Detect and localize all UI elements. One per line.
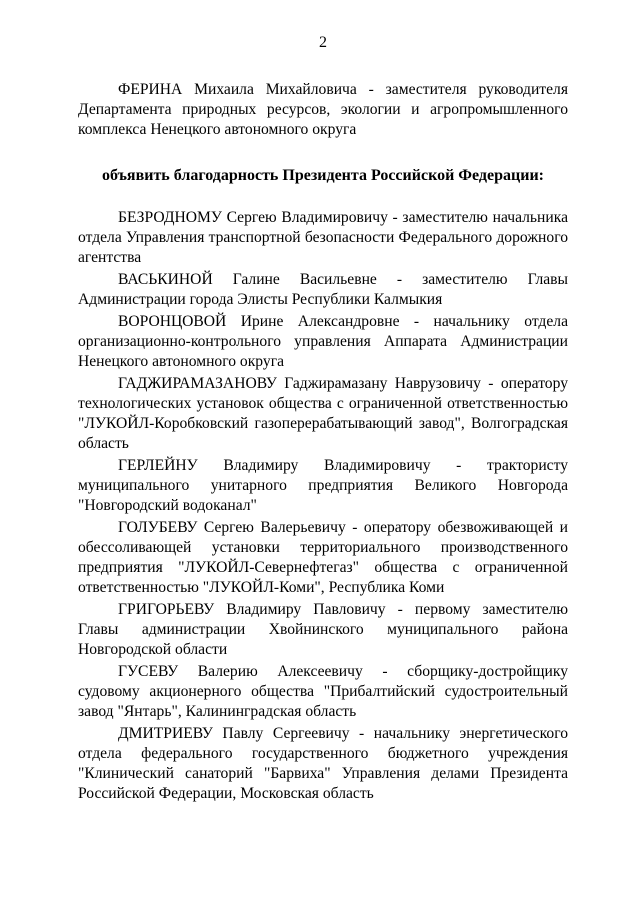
award-entry-dmitriev: ДМИТРИЕВУ Павлу Сергеевичу - начальнику энергетического отдела федерального государственного бюджетного учреждения "Клинический санаторий "Барвиха" Управления делами Президента Российской Федерации, Московская область — [78, 725, 568, 802]
intro-paragraph: ФЕРИНА Михаила Михайловича - заместителя руководителя Департамента природных ресурсов, экологии и агропромышленного комплекса Ненецкого автономного округа — [78, 81, 568, 138]
page-number: 2 — [319, 34, 327, 51]
award-entry-golubev: ГОЛУБЕВУ Сергею Валерьевичу - оператору обезвоживающей и обессоливающей установки территориального производственного предприятия "ЛУКОЙЛ-Севернефтегаз" общества с ограниченной ответственностью "ЛУКОЙЛ-Коми", Республика Коми — [78, 519, 568, 596]
award-entry-gerlein: ГЕРЛЕЙНУ Владимиру Владимировичу - трактористу муниципального унитарного предприятия Великого Новгорода "Новгородский водоканал" — [78, 457, 568, 514]
award-entry-vaskina: ВАСЬКИНОЙ Галине Васильевне - заместителю Главы Администрации города Элисты Республики Калмыкия — [78, 271, 568, 308]
award-entry-gusev: ГУСЕВУ Валерию Алексеевичу - сборщику-достройщику судовому акционерного общества "Прибалтийский судостроительный завод "Янтарь", Калининградская область — [78, 663, 568, 720]
award-list — [78, 208, 568, 806]
award-entry-vorontsova: ВОРОНЦОВОЙ Ирине Александровне - начальнику отдела организационно-контрольного управления Аппарата Администрации Ненецкого автономного округа — [78, 313, 568, 370]
section-heading: объявить благодарность Президента Российской Федерации: — [102, 167, 544, 184]
award-entry-bezrodny: БЕЗРОДНОМУ Сергею Владимировичу - заместителю начальника отдела Управления транспортной безопасности Федерального дорожного агентства — [78, 209, 568, 266]
award-entry-gadzhiramazanov: ГАДЖИРАМАЗАНОВУ Гаджирамазану Наврузовичу - оператору технологических установок общества с ограниченной ответственностью "ЛУКОЙЛ-Коробковский газоперерабатывающий завод", Волгоградская область — [78, 375, 568, 452]
award-entry-grigoriev: ГРИГОРЬЕВУ Владимиру Павловичу - первому заместителю Главы администрации Хвойнинского муниципального района Новгородской области — [78, 601, 568, 658]
